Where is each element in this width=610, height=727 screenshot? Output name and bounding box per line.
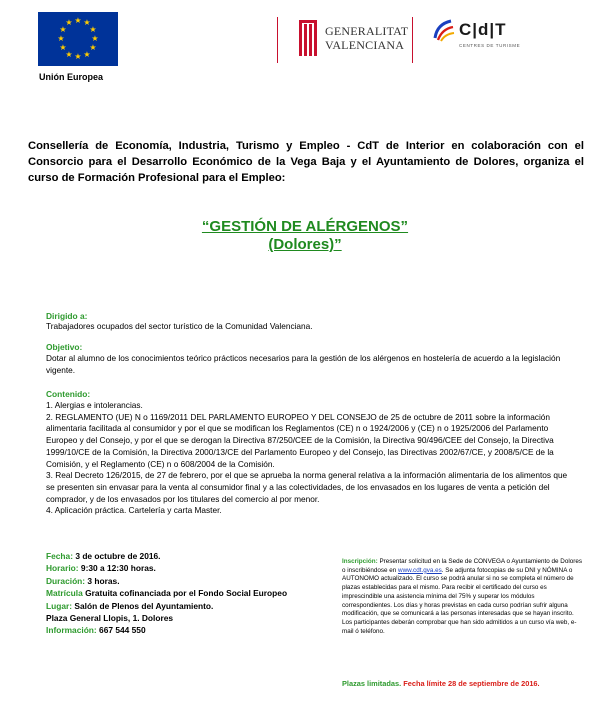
informacion-phone: 667 544 550 (99, 625, 146, 636)
cdt-website-link[interactable]: www.cdt.gva.es (398, 566, 442, 574)
dirigido-heading: Dirigido a: (46, 311, 88, 321)
course-title: “GESTIÓN DE ALÉRGENOS” (201, 218, 409, 235)
duracion-value: 3 horas. (87, 575, 120, 586)
matricula-label: Matrícula (46, 588, 83, 599)
fecha-label: Fecha: (46, 551, 73, 561)
header-divider (277, 17, 278, 63)
cdt-name: C|d|T (459, 20, 507, 39)
inscripcion-label: Inscripción: (342, 558, 378, 565)
informacion-label: Información: (46, 625, 97, 636)
eu-flag-icon: ★ ★ ★ ★ ★ ★ ★ ★ ★ ★ ★ ★ (38, 12, 118, 66)
footer-note (342, 679, 592, 688)
duracion-label: Duración: (46, 575, 86, 586)
inscripcion-text: Presentar solicitud en la Sede de CONVEGA o Ayuntamiento de Dolores o inscribiéndose en (342, 558, 582, 574)
cdt-subtitle: CENTRES DE TURISME (459, 43, 521, 48)
fecha-value: 3 de octubre de 2016. (75, 551, 161, 561)
fecha-limite: Fecha límite 28 de septiembre de 2016. (403, 679, 540, 688)
generalitat-emblem-icon (297, 20, 319, 56)
header-divider (412, 17, 413, 63)
inscripcion-text-rest: . Se adjunta fotocopias de su DNI y NÓMINA o AUTONOMO actualizado. El curso se podrá anular si no se completa el número de plazas establecidas para el mismo. Para recibir el certificado del curso es imprescindible una asistencia mínima del 75% y superar los módulos correspondientes. Los días y horas previstas en cada curso podrían sufrir alguna modificación, que se comunicará a las personas interesadas que se hayan inscrito. Los participantes deberán comprobar que han sido admitidos a un curso vía web, e-mail ó teléfono. (342, 566, 577, 635)
generalitat-line2: VALENCIANA (325, 38, 405, 52)
list-item: 2. REGLAMENTO (UE) N o 1169/2011 DEL PARLAMENTO EUROPEO Y DEL CONSEJO de 25 de octubre de 2011 sobre la información alimentaria facilitada al consumidor y por el que se modifican los Reglamentos (CE) n o 1924/2006 y (CE) n o 1925/2006 del Parlamento Europeo y del Consejo, y por el que se derogan la Directiva 87/250/CEE de la Comisión, la Directiva 90/496/CEE del Consejo, la Directiva 1999/10/CE de la Comisión, la Directiva 2000/13/CE del Parlamento Europeo y del Consejo, las Directivas 2002/67/CE, y 2008/5/CE de la Comisión, y el Reglamento (CE) n o 608/2004 de la Comisión. (46, 411, 554, 469)
dirigido-text: Trabajadores ocupados del sector turístico de la Comunidad Valenciana. (46, 321, 313, 331)
course-location: (Dolores)” (268, 236, 342, 253)
cdt-logo (433, 18, 543, 48)
inscripcion-block (342, 558, 582, 636)
eu-caption: Unión Europea (39, 72, 104, 82)
contenido-heading: Contenido: (46, 389, 91, 399)
lugar-label: Lugar: (46, 600, 73, 611)
objetivo-heading: Objetivo: (46, 342, 83, 352)
generalitat-logo (297, 20, 408, 56)
horario-value: 9:30 a 12:30 horas. (80, 563, 156, 574)
generalitat-line1: GENERALITAT (325, 24, 409, 38)
course-details (46, 550, 296, 637)
cdt-swirl-icon (433, 18, 455, 42)
eu-logo (38, 12, 118, 82)
plazas-limitadas: Plazas limitadas. (342, 679, 402, 688)
objetivo-text: Dotar al alumno de los conocimientos teórico prácticos necesarios para la gestión de los alérgenos en hostelería de acuerdo a la legislación vigente. (46, 353, 561, 375)
list-item: 4. Aplicación práctica. Cartelería y carta Master. (46, 505, 222, 516)
list-item: 1. Alergias e intolerancias. (46, 400, 143, 410)
intro-paragraph: Consellería de Economía, Industria, Turismo y Empleo - CdT de Interior en colaboración con el Consorcio para el Desarrollo Económico de la Vega Baja y el Ayuntamiento de Dolores, organiza el curso de Formación Profesional para el Empleo: (28, 140, 584, 184)
matricula-value: Gratuita cofinanciada por el Fondo Social Europeo (85, 588, 288, 599)
list-item: 3. Real Decreto 126/2015, de 27 de febrero, por el que se aprueba la norma general relativa a la información alimentaria de los alimentos que se presenten sin envasar para la venta al consumidor final y a las colectividades, de los envasados en los lugares de venta a petición del comprador, y de los envasados por los titulares del comercio al por menor. (46, 470, 568, 504)
lugar-address: Plaza General Llopis, 1. Dolores (46, 613, 174, 624)
contenido-list (46, 400, 574, 517)
lugar-value: Salón de Plenos del Ayuntamiento. (74, 600, 214, 611)
horario-label: Horario: (46, 563, 79, 574)
